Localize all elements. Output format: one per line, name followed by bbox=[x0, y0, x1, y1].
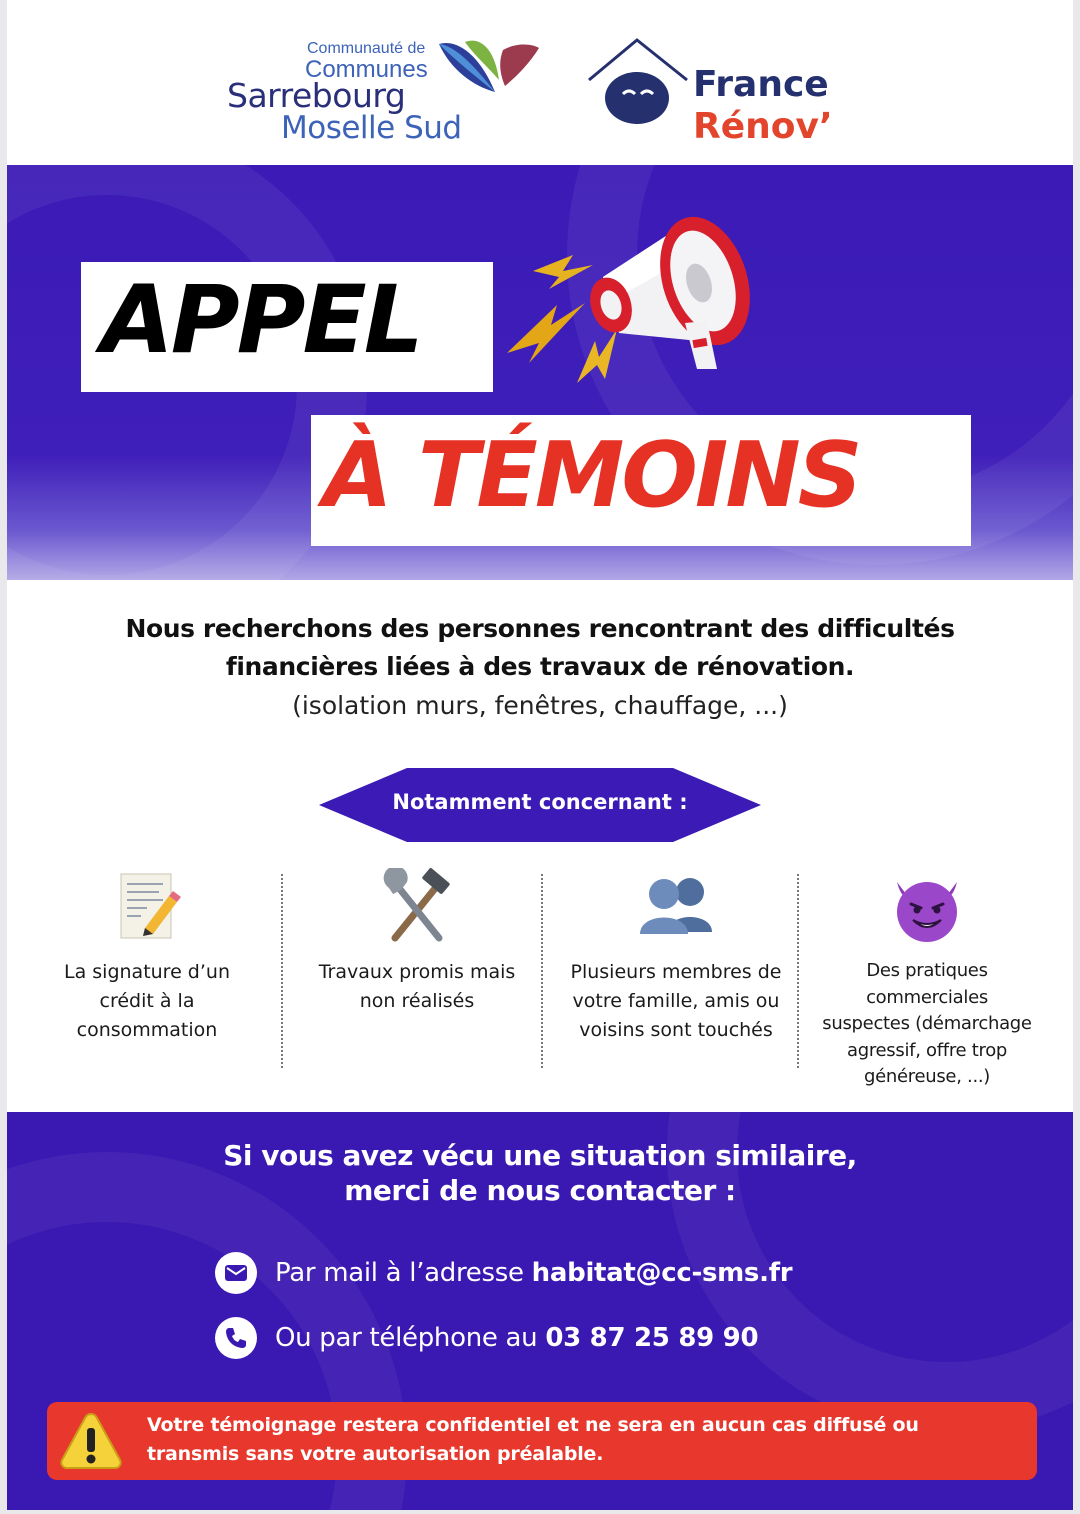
cc-sarrebourg-logo bbox=[227, 36, 547, 148]
feature-credit-line1: La signature d’un bbox=[64, 961, 230, 983]
feature-credit-line3: consommation bbox=[76, 1019, 218, 1041]
feature-pratiques-line3: suspectes (démarchage bbox=[822, 1013, 1032, 1034]
warning-icon bbox=[59, 1410, 123, 1472]
feature-credit bbox=[27, 868, 267, 1088]
hero-section bbox=[7, 165, 1073, 580]
hammer-wrench-icon bbox=[377, 868, 457, 948]
cc-logo-leaves-icon bbox=[429, 36, 541, 100]
feature-famille-line3: voisins sont touchés bbox=[579, 1019, 773, 1041]
contact-title-line2: merci de nous contacter : bbox=[344, 1174, 736, 1207]
france-renov-logo bbox=[583, 36, 863, 148]
feature-separator-3 bbox=[797, 874, 799, 1068]
france-renov-line1: France bbox=[693, 64, 829, 105]
feature-travaux-line2: non réalisés bbox=[359, 990, 475, 1012]
feature-travaux-line1: Travaux promis mais bbox=[318, 961, 516, 983]
intro-bold-line2: financières liées à des travaux de rénovation. bbox=[225, 652, 855, 681]
confidentiality-alert bbox=[47, 1402, 1037, 1480]
contact-phone-text bbox=[275, 1323, 758, 1353]
feature-famille-text bbox=[551, 958, 801, 1045]
features-row bbox=[27, 868, 1057, 1088]
cc-logo-line4: Moselle Sud bbox=[281, 110, 462, 146]
france-renov-line2: Rénov’ bbox=[693, 106, 833, 147]
feature-separator-2 bbox=[541, 874, 543, 1068]
feature-pratiques-text bbox=[807, 958, 1047, 1091]
megaphone-icon bbox=[493, 193, 783, 393]
smiling-devil-icon bbox=[887, 868, 967, 948]
feature-famille-line1: Plusieurs membres de bbox=[570, 961, 782, 983]
intro-text bbox=[7, 610, 1073, 726]
appel-title: APPEL bbox=[101, 266, 421, 375]
feature-separator-1 bbox=[281, 874, 283, 1068]
temoins-title-box bbox=[311, 415, 971, 546]
mail-prefix: Par mail à l’adresse bbox=[275, 1258, 532, 1288]
feature-pratiques bbox=[807, 868, 1047, 1088]
intro-bold-line1: Nous recherchons des personnes rencontrant des difficultés bbox=[125, 614, 955, 643]
feature-pratiques-line4: agressif, offre trop bbox=[846, 1039, 1008, 1061]
people-silhouette-icon bbox=[636, 868, 716, 948]
feature-credit-line2: crédit à la bbox=[99, 990, 195, 1012]
contact-section bbox=[7, 1112, 1073, 1510]
feature-travaux bbox=[297, 868, 537, 1088]
contact-title bbox=[7, 1138, 1073, 1208]
appel-title-box bbox=[81, 262, 493, 392]
cc-logo-line1: Communauté de bbox=[307, 40, 426, 57]
feature-famille-line2: votre famille, amis ou bbox=[572, 990, 780, 1012]
feature-pratiques-line5: généreuse, ...) bbox=[863, 1066, 991, 1087]
alert-line2: transmis sans votre autorisation préalable. bbox=[147, 1443, 604, 1465]
intro-subline: (isolation murs, fenêtres, chauffage, ...) bbox=[292, 691, 788, 720]
alert-text bbox=[147, 1411, 1017, 1469]
temoins-title: À TÉMOINS bbox=[323, 423, 860, 528]
alert-line1: Votre témoignage restera confidentiel et ne sera en aucun cas diffusé ou bbox=[147, 1414, 919, 1436]
phone-number-link[interactable]: 03 87 25 89 90 bbox=[545, 1323, 759, 1353]
feature-pratiques-line1: Des pratiques bbox=[866, 960, 988, 981]
mail-icon bbox=[215, 1252, 257, 1294]
phone-prefix: Ou par téléphone au bbox=[275, 1323, 546, 1353]
header bbox=[7, 0, 1073, 165]
cc-logo-line2: Communes bbox=[305, 56, 428, 83]
cc-logo-line3: Sarrebourg bbox=[227, 76, 406, 115]
france-renov-house-icon bbox=[583, 36, 691, 136]
memo-pencil-icon bbox=[107, 868, 187, 948]
phone-icon bbox=[215, 1317, 257, 1359]
contact-mail-text bbox=[275, 1258, 792, 1288]
feature-credit-text bbox=[27, 958, 267, 1045]
feature-travaux-text bbox=[297, 958, 537, 1016]
contact-title-line1: Si vous avez vécu une situation similaire, bbox=[223, 1139, 857, 1172]
mail-address-link[interactable]: habitat@cc-sms.fr bbox=[531, 1258, 793, 1288]
feature-pratiques-line2: commerciales bbox=[866, 986, 988, 1008]
notamment-banner bbox=[319, 768, 761, 842]
feature-famille bbox=[551, 868, 801, 1088]
banner-label: Notamment concernant : bbox=[392, 790, 688, 814]
poster-page bbox=[7, 0, 1073, 1510]
